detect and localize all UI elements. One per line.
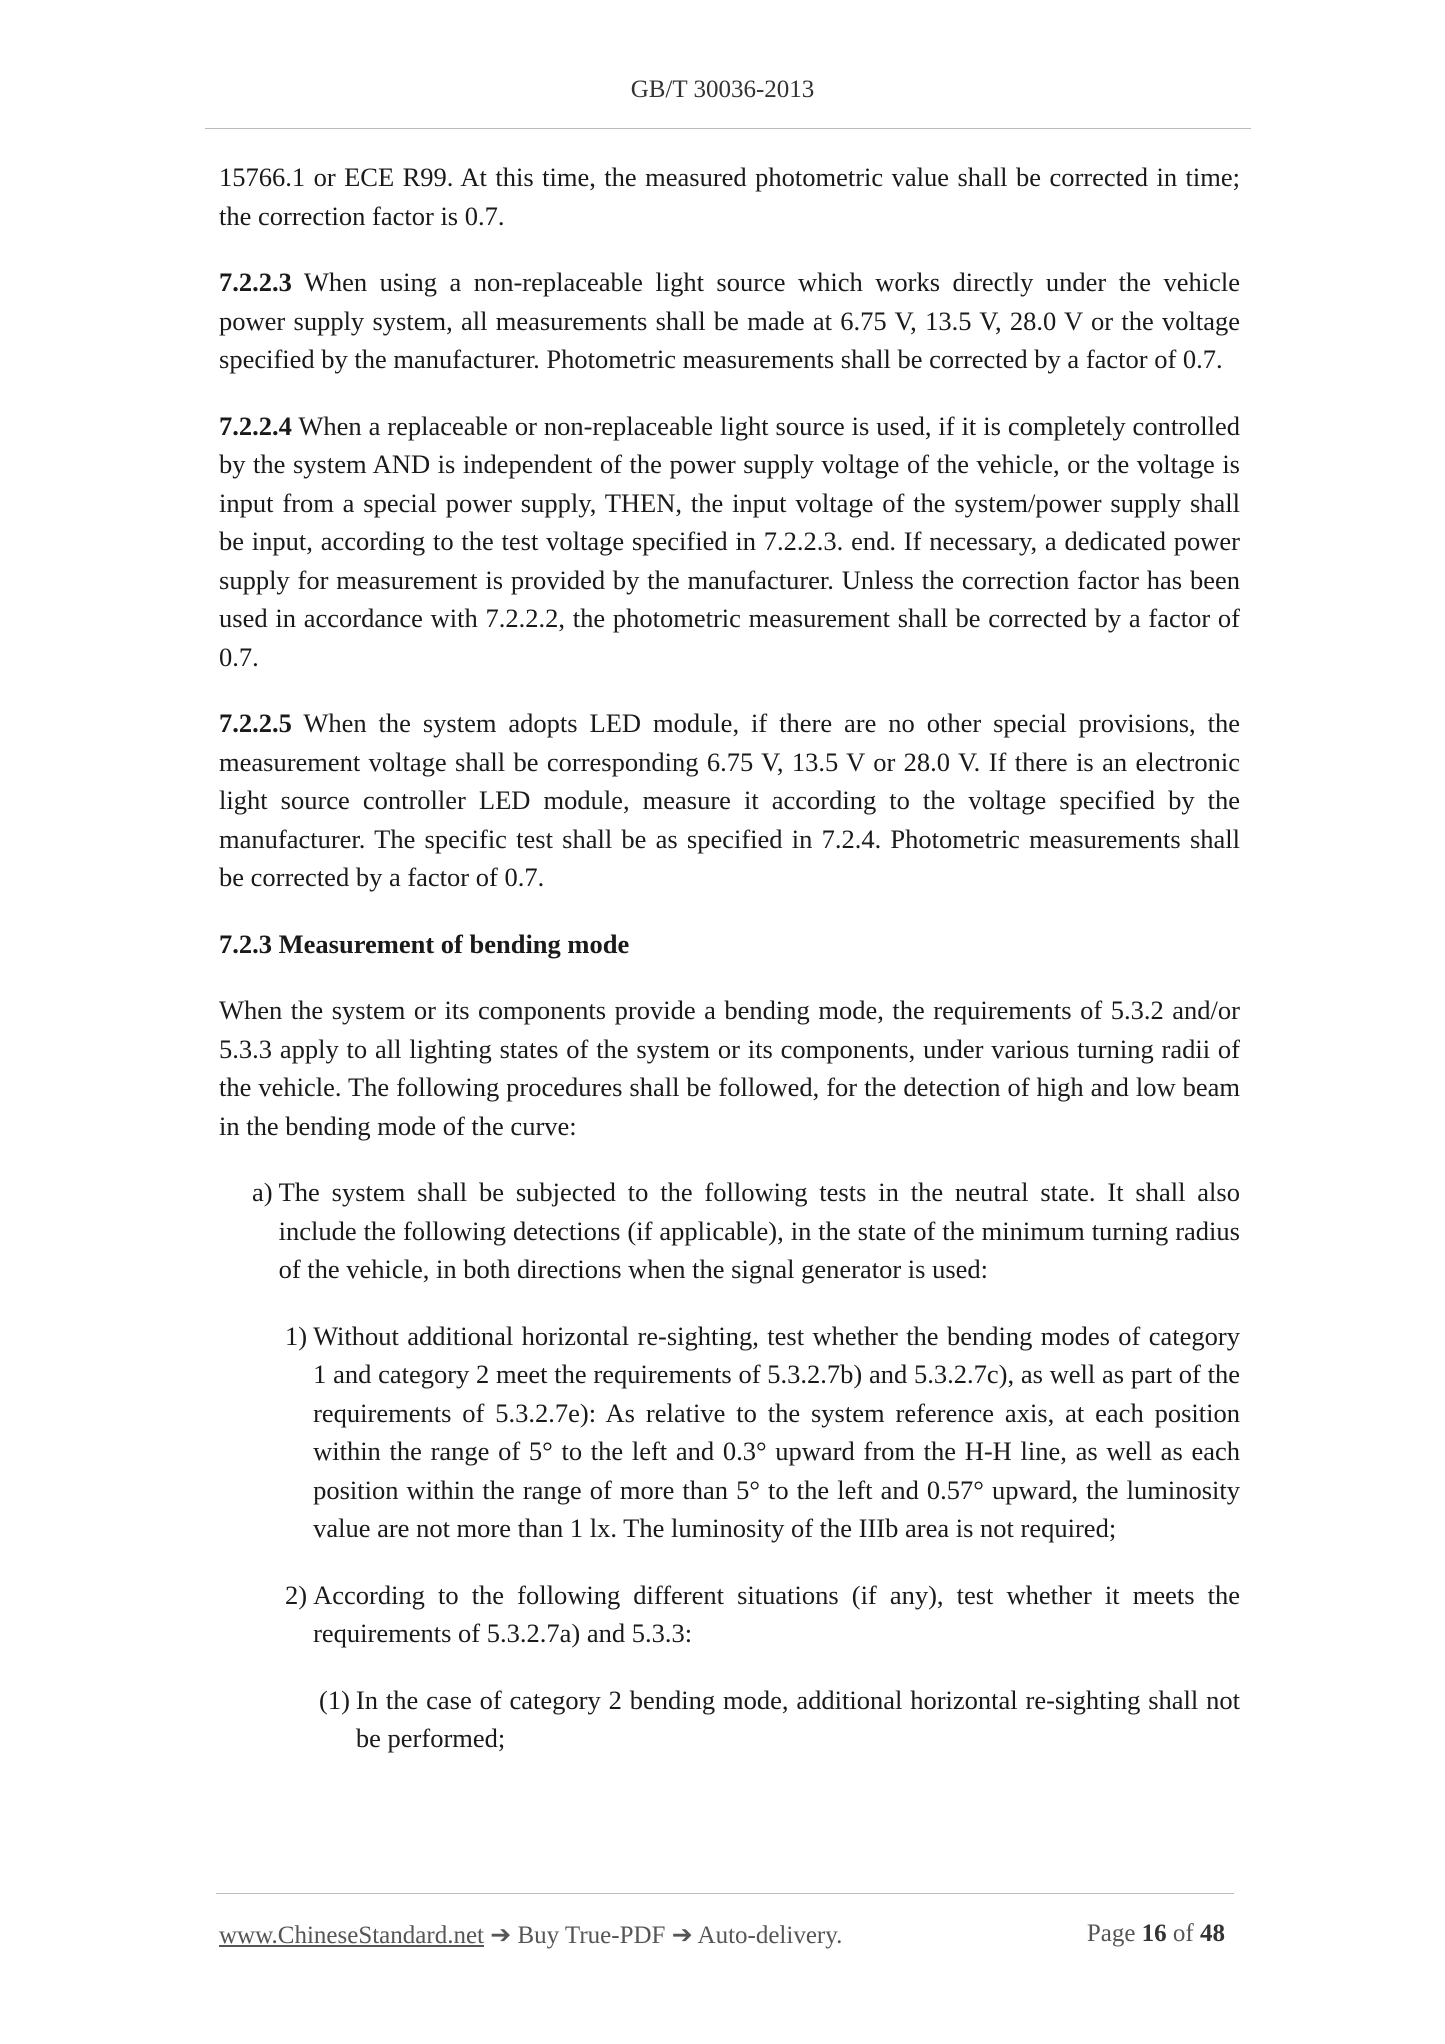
- clause-7-2-2-3: [219, 263, 1240, 379]
- page-footer: [219, 1920, 1225, 1950]
- arrow-right-icon: ➔: [671, 1922, 693, 1949]
- website-link[interactable]: www.ChineseStandard.net: [219, 1922, 484, 1949]
- section-heading: 7.2.3 Measurement of bending mode: [219, 928, 630, 959]
- total-pages: 48: [1200, 1920, 1225, 1947]
- clause-number: 7.2.2.5: [219, 708, 292, 738]
- list-item-2: [285, 1576, 1240, 1653]
- clause-text: When using a non-replaceable light source which works directly under the vehicle power supply system, all measurements shall be made at 6.75 V, 13.5 V, 28.0 V or the voltage specified by the manufacturer. Photometric measurements shall be corrected by a factor of 0.7.: [219, 267, 1240, 374]
- list-item-1-1: [319, 1681, 1240, 1758]
- current-page: 16: [1141, 1920, 1167, 1947]
- arrow-right-icon: ➔: [490, 1922, 512, 1949]
- list-label: (1): [319, 1684, 350, 1715]
- standard-number: GB/T 30036-2013: [630, 76, 815, 103]
- paragraph-continuation: 15766.1 or ECE R99. At this time, the measured photometric value shall be corrected in time; the correction factor is 0.7.: [219, 162, 1240, 231]
- page-number: Page 16 of 48: [1086, 1920, 1225, 1947]
- section-intro: When the system or its components provide a bending mode, the requirements of 5.3.2 and/or 5.3.3 apply to all lighting states of the system or its components, under various turning radii of the vehicle. The following procedures shall be followed, for the detection of high and low beam in the bending mode of the curve:: [219, 995, 1240, 1141]
- buy-text: Buy True-PDF: [517, 1922, 666, 1949]
- list-item-a: [252, 1173, 1240, 1289]
- list-item-1: [285, 1317, 1240, 1548]
- list-label: 2): [285, 1579, 308, 1610]
- clause-text: When the system adopts LED module, if there are no other special provisions, the measurement voltage shall be corresponding 6.75 V, 13.5 V or 28.0 V. If there is an electronic light source controller LED module, measure it according to the voltage specified by the manufacturer. The specific test shall be as specified in 7.2.4. Photometric measurements shall be corrected by a factor of 0.7.: [219, 708, 1240, 892]
- list-text: The system shall be subjected to the following tests in the neutral state. It shall also include the following detections (if applicable), in the state of the minimum turning radius of the vehicle, in both directions when the signal generator is used:: [278, 1177, 1240, 1284]
- clause-number: 7.2.2.4: [219, 410, 292, 441]
- list-text: Without additional horizontal re-sighting, test whether the bending modes of category 1 and category 2 meet the requirements of 5.3.2.7b) and 5.3.2.7c), as well as part of the requirements of 5.3.2.7e): As relative to the system reference axis, at each position within the range of 5° to the left and 0.3° upward from the H-H line, as well as each position within the range of more than 5° to the left and 0.57° upward, the luminosity value are not more than 1 lx. The luminosity of the IIIb area is not required;: [313, 1320, 1240, 1543]
- page-header: [0, 76, 1445, 104]
- clause-text: When a replaceable or non-replaceable light source is used, if it is completely controlled by the system AND is independent of the power supply voltage of the vehicle, or the voltage is input from a special power supply, THEN, the input voltage of the system/power supply shall be input, according to the test voltage specified in 7.2.2.3. end. If necessary, a dedicated power supply for measurement is provided by the manufacturer. Unless the correction factor has been used in accordance with 7.2.2.2, the photometric measurement shall be corrected by a factor of 0.7.: [219, 410, 1240, 672]
- clause-number: 7.2.2.3: [219, 267, 292, 297]
- list-label: 1): [285, 1320, 308, 1351]
- header-divider: [205, 128, 1251, 129]
- list-label: a): [252, 1177, 273, 1207]
- footer-divider: [216, 1893, 1234, 1894]
- clause-7-2-2-4: [219, 407, 1240, 677]
- document-body: [219, 158, 1240, 1786]
- footer-promo: [219, 1920, 842, 1950]
- delivery-text: Auto-delivery.: [697, 1922, 843, 1949]
- list-text: According to the following different situations (if any), test whether it meets the requirements of 5.3.2.7a) and 5.3.3:: [313, 1579, 1240, 1648]
- list-text: In the case of category 2 bending mode, additional horizontal re-sighting shall not be performed;: [355, 1684, 1240, 1753]
- clause-7-2-2-5: [219, 704, 1240, 897]
